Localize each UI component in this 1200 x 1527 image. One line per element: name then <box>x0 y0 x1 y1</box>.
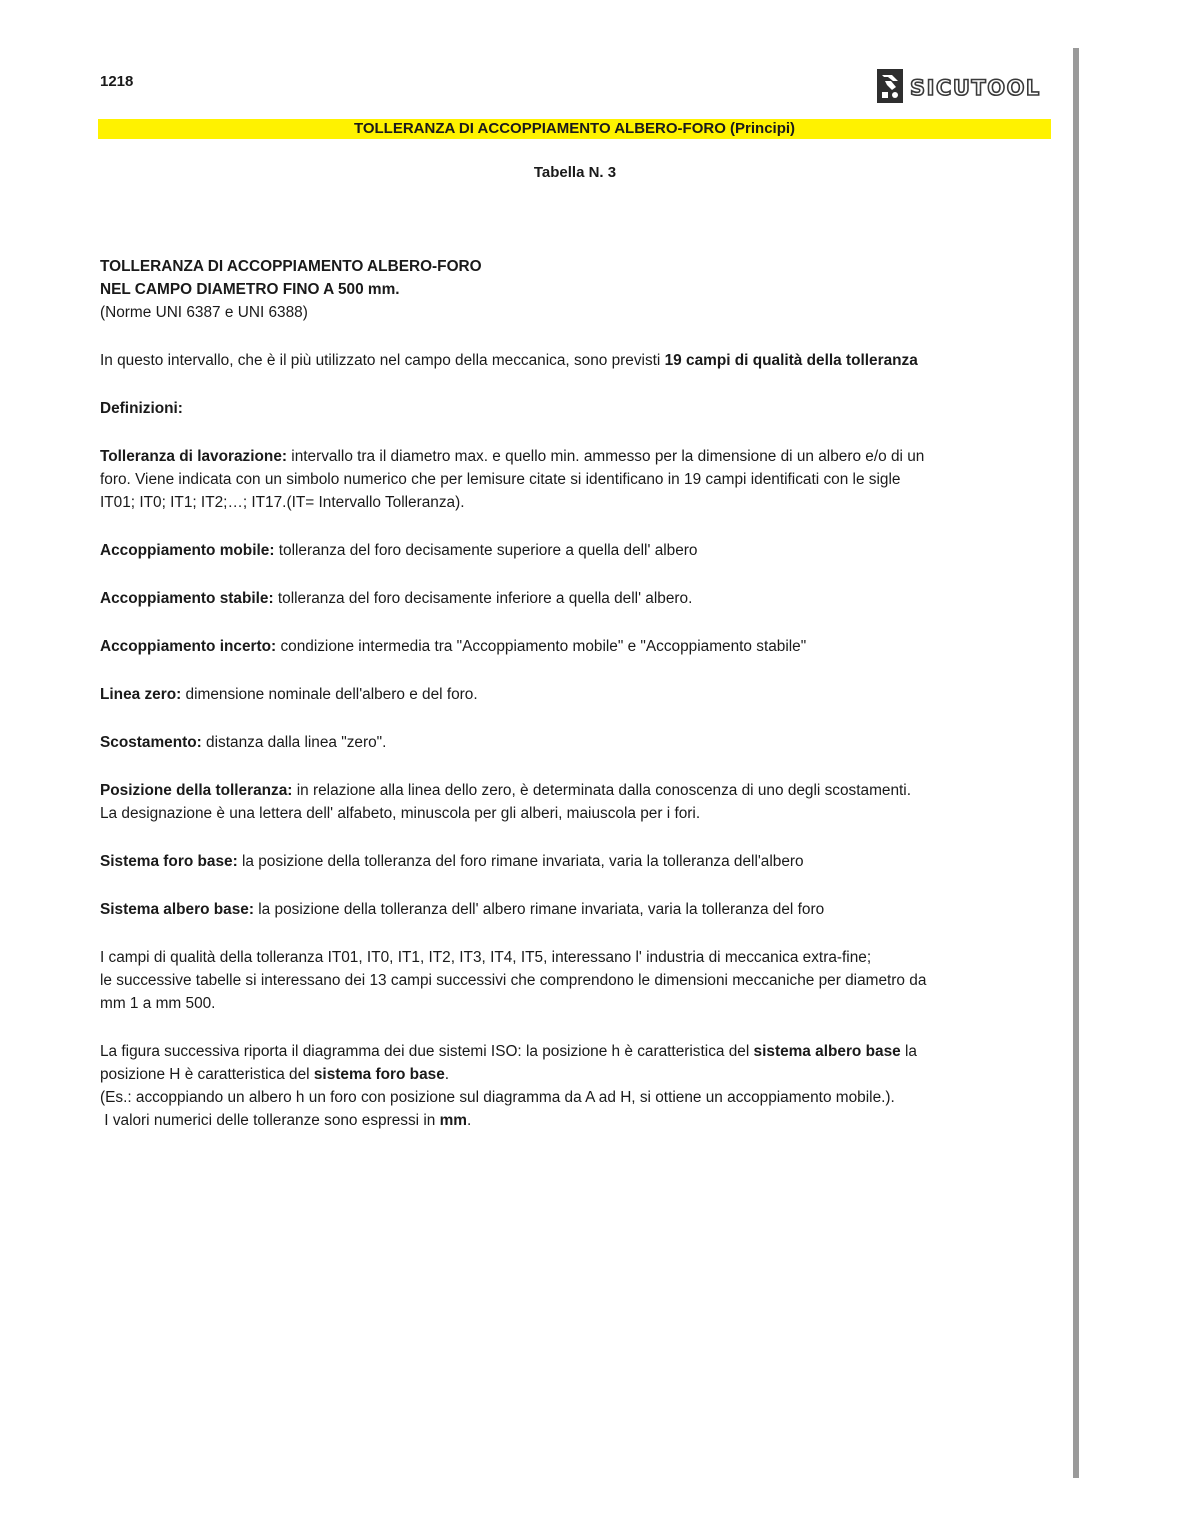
page-number: 1218 <box>100 73 134 90</box>
figure-note-line3: (Es.: accoppiando un albero h un foro con posizione sul diagramma da A ad H, si ottiene un accoppiamento mobile.). <box>100 1089 895 1106</box>
definition-scostamento: Scostamento: distanza dalla linea "zero". <box>100 734 387 751</box>
brand-name: SICUTOOL <box>910 76 1041 100</box>
page-edge-bar <box>1073 48 1079 1478</box>
definition-posizione-tolleranza: Posizione della tolleranza: in relazione alla linea dello zero, è determinata dalla conoscenza di uno degli scostamenti. <box>100 782 912 799</box>
figure-note-line1: La figura successiva riporta il diagramma dei due sistemi ISO: la posizione h è caratteristica del sistema albero base la <box>100 1043 917 1060</box>
section-heading-line2: NEL CAMPO DIAMETRO FINO A 500 mm. <box>100 281 400 298</box>
definition-accoppiamento-incerto: Accoppiamento incerto: condizione intermedia tra "Accoppiamento mobile" e "Accoppiamento stabile" <box>100 638 807 655</box>
sicutool-logo <box>876 66 1056 106</box>
page-title: TOLLERANZA DI ACCOPPIAMENTO ALBERO-FORO (Principi) <box>98 119 1051 139</box>
intro-paragraph: In questo intervallo, che è il più utilizzato nel campo della meccanica, sono previsti 19 campi di qualità della tolleranza <box>100 352 918 369</box>
definition-linea-zero: Linea zero: dimensione nominale dell'albero e del foro. <box>100 686 478 703</box>
norms-reference: (Norme UNI 6387 e UNI 6388) <box>100 304 308 321</box>
definition-accoppiamento-mobile: Accoppiamento mobile: tolleranza del foro decisamente superiore a quella dell' albero <box>100 542 698 559</box>
figure-note-line2: posizione H è caratteristica del sistema foro base. <box>100 1066 450 1083</box>
definition-tolleranza-lavorazione: Tolleranza di lavorazione: intervallo tra il diametro max. e quello min. ammesso per la dimensione di un albero e/o di un <box>100 448 925 465</box>
definition-sistema-albero-base: Sistema albero base: la posizione della tolleranza dell' albero rimane invariata, varia la tolleranza del foro <box>100 901 825 918</box>
definition-accoppiamento-stabile: Accoppiamento stabile: tolleranza del foro decisamente inferiore a quella dell' albero. <box>100 590 693 607</box>
figure-note-line4: I valori numerici delle tolleranze sono espressi in mm. <box>100 1112 472 1129</box>
table-label: Tabella N. 3 <box>533 164 617 181</box>
quality-fields-line2: le successive tabelle si interessano dei 13 campi successivi che comprendono le dimensioni meccaniche per diametro da <box>100 972 927 989</box>
quality-fields-line3: mm 1 a mm 500. <box>100 995 216 1012</box>
definition-posizione-tolleranza-line2: La designazione è una lettera dell' alfabeto, minuscola per gli alberi, maiuscola per i fori. <box>100 805 701 822</box>
section-heading-line1: TOLLERANZA DI ACCOPPIAMENTO ALBERO-FORO <box>100 258 482 275</box>
sicutool-emblem-icon <box>876 68 904 104</box>
definition-tolleranza-lavorazione-line3: IT01; IT0; IT1; IT2;…; IT17.(IT= Intervallo Tolleranza). <box>100 494 465 511</box>
definitions-heading: Definizioni: <box>100 400 183 417</box>
quality-fields-line1: I campi di qualità della tolleranza IT01, IT0, IT1, IT2, IT3, IT4, IT5, interessano l' industria di meccanica extra-fine; <box>100 949 872 966</box>
definition-sistema-foro-base: Sistema foro base: la posizione della tolleranza del foro rimane invariata, varia la tolleranza dell'albero <box>100 853 804 870</box>
document-body <box>100 255 1060 1132</box>
definition-tolleranza-lavorazione-line2: foro. Viene indicata con un simbolo numerico che per lemisure citate si identificano in 19 campi identificati con le sigle <box>100 471 901 488</box>
